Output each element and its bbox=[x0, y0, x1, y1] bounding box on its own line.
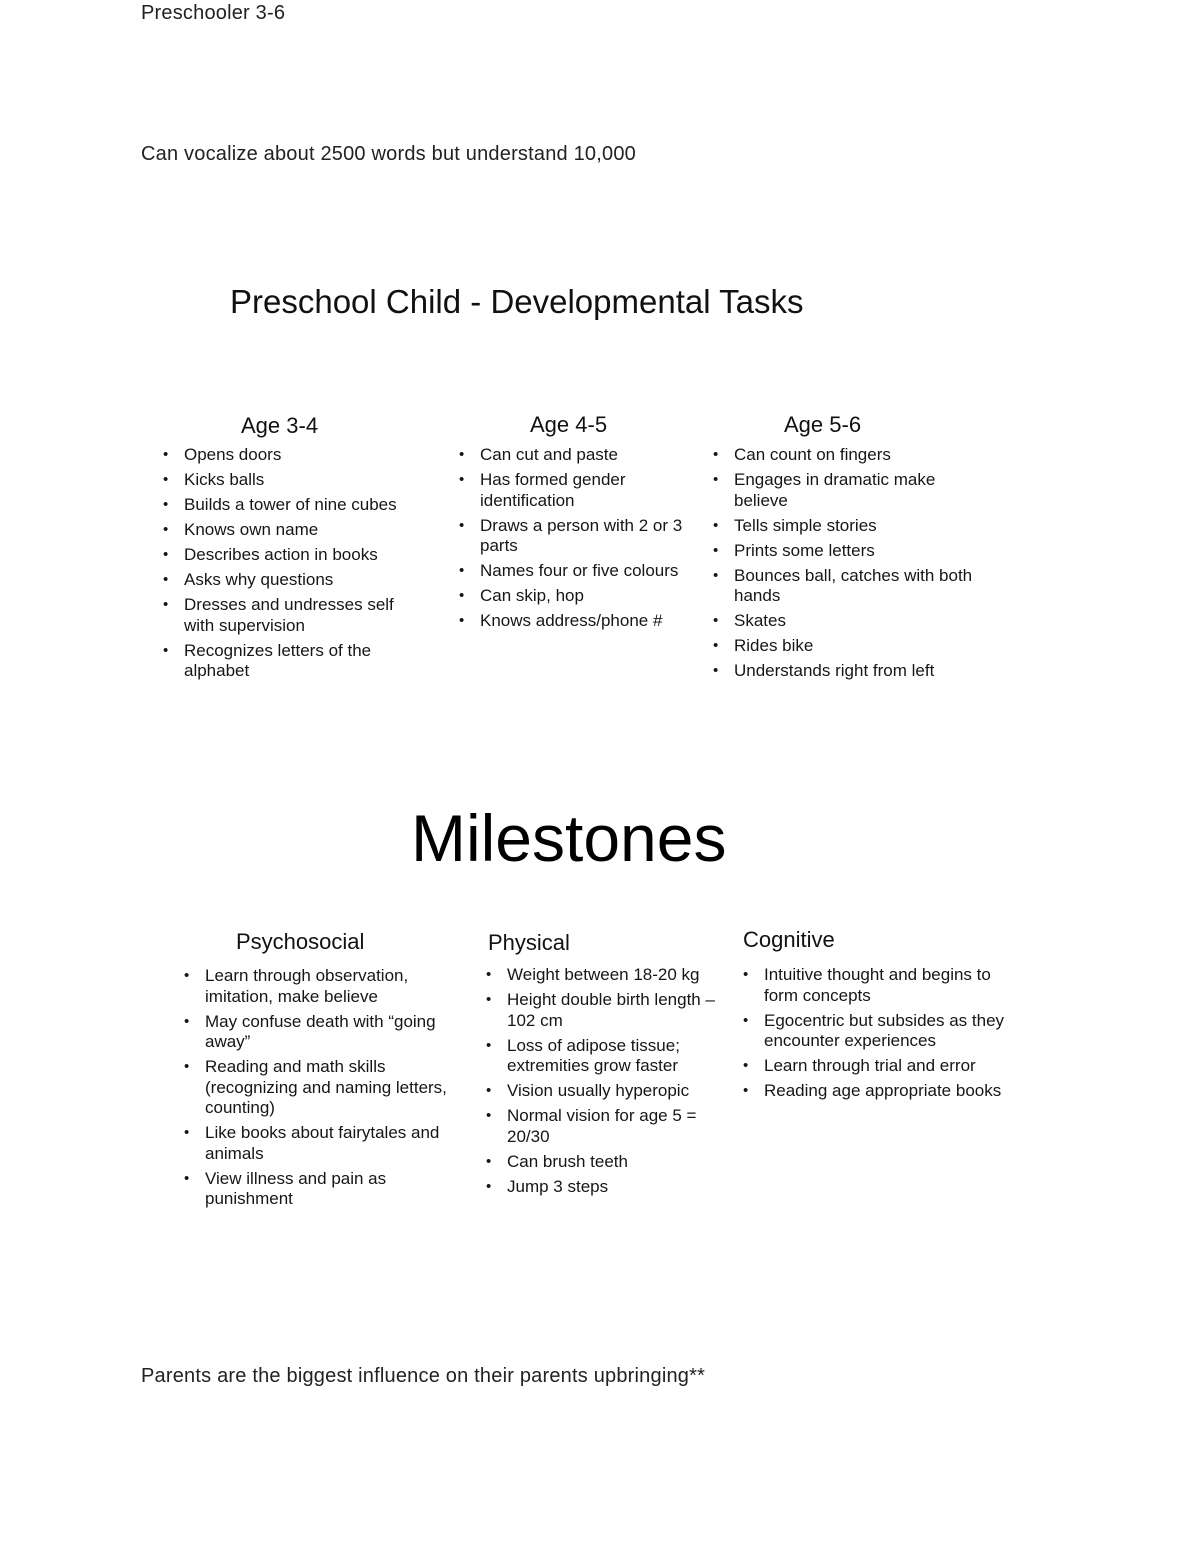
list-item: • Recognizes letters of the alphabet bbox=[163, 641, 413, 682]
list-item: • Bounces ball, catches with both hands bbox=[713, 566, 981, 607]
list-item: • Egocentric but subsides as they encounter experiences bbox=[743, 1011, 1015, 1052]
list-item: • May confuse death with “going away” bbox=[184, 1012, 454, 1053]
list-item: • Knows address/phone # bbox=[459, 611, 691, 632]
list-item: • Intuitive thought and begins to form concepts bbox=[743, 965, 1015, 1006]
list-item: • Can count on fingers bbox=[713, 445, 981, 466]
list-item: • Vision usually hyperopic bbox=[486, 1081, 724, 1102]
list-item: • Has formed gender identification bbox=[459, 470, 691, 511]
list-item: • Rides bike bbox=[713, 636, 981, 657]
list-item: • Kicks balls bbox=[163, 470, 413, 491]
list-item: • Learn through observation, imitation, make believe bbox=[184, 966, 454, 1007]
list-item: • Can brush teeth bbox=[486, 1152, 724, 1173]
list-item: • Normal vision for age 5 = 20/30 bbox=[486, 1106, 724, 1147]
list-item: • Tells simple stories bbox=[713, 516, 981, 537]
list-item: • Engages in dramatic make believe bbox=[713, 470, 981, 511]
list-item: • Reading age appropriate books bbox=[743, 1081, 1015, 1102]
physical-list bbox=[486, 965, 724, 1202]
age-3-4-list bbox=[163, 445, 413, 686]
list-item: • Dresses and undresses self with supervision bbox=[163, 595, 413, 636]
list-item: • Loss of adipose tissue; extremities grow faster bbox=[486, 1036, 724, 1077]
vocabulary-note: Can vocalize about 2500 words but understand 10,000 bbox=[141, 143, 636, 165]
list-item: • Skates bbox=[713, 611, 981, 632]
page-title: Preschooler 3-6 bbox=[141, 2, 286, 24]
list-item: • Like books about fairytales and animals bbox=[184, 1123, 454, 1164]
list-item: • Height double birth length – 102 cm bbox=[486, 990, 724, 1031]
age-3-4-heading: Age 3-4 bbox=[241, 413, 319, 438]
age-5-6-heading: Age 5-6 bbox=[784, 412, 862, 437]
cognitive-list bbox=[743, 965, 1015, 1106]
list-item: • Asks why questions bbox=[163, 570, 413, 591]
list-item: • Draws a person with 2 or 3 parts bbox=[459, 516, 691, 557]
list-item: • Understands right from left bbox=[713, 661, 981, 682]
psychosocial-heading: Psychosocial bbox=[236, 929, 365, 954]
list-item: • Jump 3 steps bbox=[486, 1177, 724, 1198]
list-item: • Weight between 18-20 kg bbox=[486, 965, 724, 986]
list-item: • Prints some letters bbox=[713, 541, 981, 562]
psychosocial-list bbox=[184, 966, 454, 1214]
list-item: • Knows own name bbox=[163, 520, 413, 541]
list-item: • Can cut and paste bbox=[459, 445, 691, 466]
age-4-5-heading: Age 4-5 bbox=[530, 412, 608, 437]
list-item: • Names four or five colours bbox=[459, 561, 691, 582]
list-item: • Reading and math skills (recognizing and naming letters, counting) bbox=[184, 1057, 454, 1119]
tasks-slide-title: Preschool Child - Developmental Tasks bbox=[230, 283, 804, 320]
age-5-6-list bbox=[713, 445, 981, 686]
list-item: • Opens doors bbox=[163, 445, 413, 466]
list-item: • View illness and pain as punishment bbox=[184, 1169, 454, 1210]
cognitive-heading: Cognitive bbox=[743, 927, 835, 952]
list-item: • Learn through trial and error bbox=[743, 1056, 1015, 1077]
milestones-title: Milestones bbox=[411, 801, 727, 875]
influence-note: Parents are the biggest influence on their parents upbringing** bbox=[141, 1365, 706, 1387]
list-item: • Builds a tower of nine cubes bbox=[163, 495, 413, 516]
age-4-5-list bbox=[459, 445, 691, 636]
list-item: • Can skip, hop bbox=[459, 586, 691, 607]
physical-heading: Physical bbox=[488, 930, 570, 955]
list-item: • Describes action in books bbox=[163, 545, 413, 566]
